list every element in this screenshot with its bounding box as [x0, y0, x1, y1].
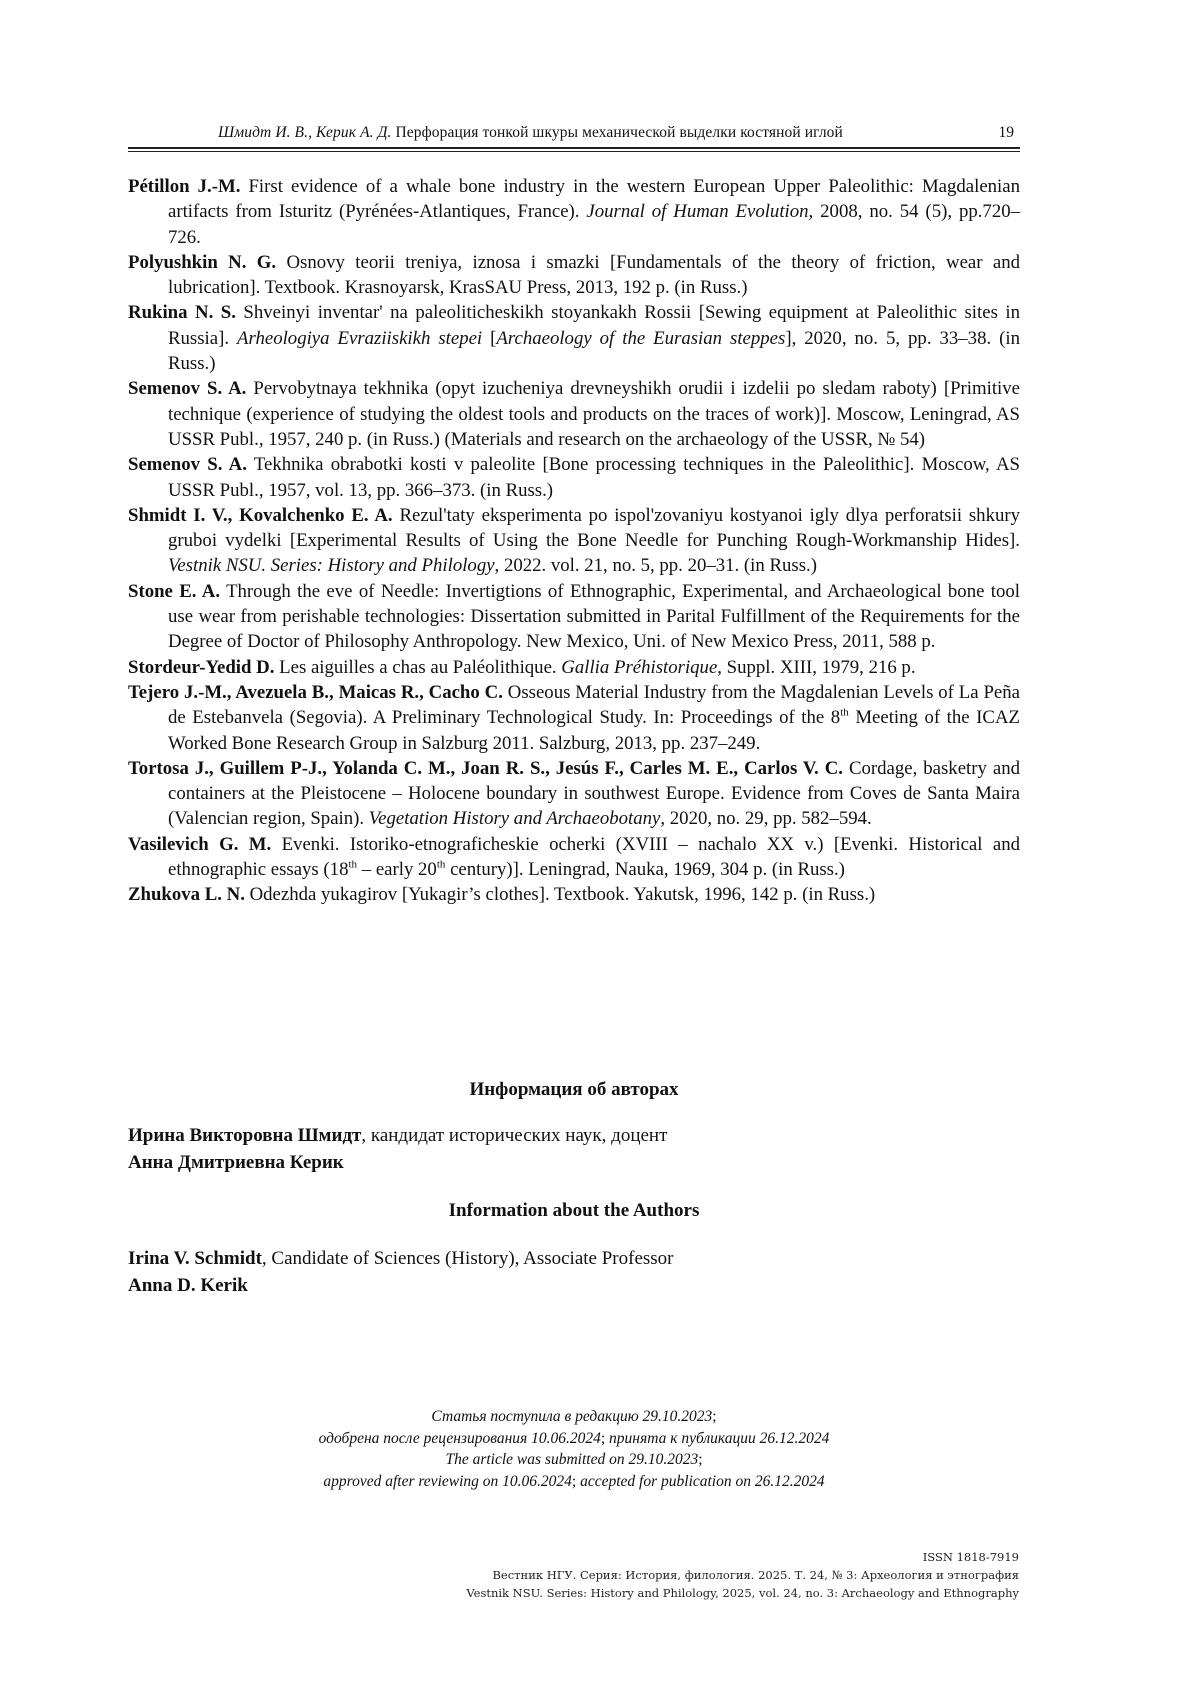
header-article-title: Перфорация тонкой шкуры механической выделки костяной иглой: [396, 124, 843, 141]
reference-text: First evidence of a whale bone industry in the western European Upper Paleolithic: Magdalenian artifacts from Isturitz (Pyrénées-Atlantiques, France).: [168, 176, 1020, 222]
reference-authors: Zhukova L. N.: [128, 884, 245, 905]
footer-journal-ru: Вестник НГУ. Серия: История, филология. 2025. Т. 24, № 3: Археология и этнография: [466, 1566, 1019, 1584]
reference-authors: Shmidt I. V., Kovalchenko E. A.: [128, 505, 393, 526]
reference-authors: Stordeur-Yedid D.: [128, 657, 274, 678]
reference-text: Meeting of the ICAZ Worked Bone Research Group in Salzburg 2011. Salzburg, 2013, pp. 237–249.: [168, 707, 1020, 753]
author-en-1: [128, 1248, 674, 1270]
reference-text: Shveinyi inventar' na paleoliticheskikh stoyankakh Rossii [Sewing equipment at Paleolithic sites in Russia].: [168, 302, 1020, 348]
header-rule: [128, 147, 1020, 149]
reference-authors: Semenov S. A.: [128, 454, 247, 475]
reference-text: Through the eve of Needle: Invertigtions of Ethnographic, Experimental, and Archaeological bone tool use wear from perishable technologies: Dissertation submitted in Parital Fulfillment of the Requirements for the Degree of Doctor of Philosophy Anthropology. New Mexico, Uni. of New Mexico Press, 2011, 588 p.: [168, 581, 1020, 653]
reference-authors: Rukina N. S.: [128, 302, 236, 323]
author-en-1-name: Irina V. Schmidt: [128, 1248, 262, 1269]
reference-text: th: [437, 859, 446, 871]
author-en-2-name: Anna D. Kerik: [128, 1275, 248, 1296]
reference-source: Gallia Préhistorique: [561, 657, 717, 678]
reference-entry: [128, 579, 1020, 655]
dates-line-1: Статья поступила в редакцию 29.10.2023;: [128, 1406, 1020, 1428]
reference-entry: [128, 680, 1020, 756]
date-en-submitted: The article was submitted on 29.10.2023: [445, 1451, 698, 1468]
reference-text: [: [482, 328, 496, 349]
reference-text: , 2020, no. 29, pp. 582–594.: [660, 808, 871, 829]
dates-line-2: одобрена после рецензирования 10.06.2024; принята к публикации 26.12.2024: [128, 1428, 1020, 1450]
running-header: [128, 124, 1020, 146]
reference-entry: [128, 503, 1020, 579]
authors-info-heading-ru: Информация об авторах: [128, 1079, 1020, 1101]
reference-text: th: [348, 859, 357, 871]
author-en-2: [128, 1275, 248, 1297]
reference-entry: [128, 376, 1020, 452]
footer-issn: ISSN 1818-7919: [466, 1548, 1019, 1566]
reference-text: th: [840, 707, 849, 719]
reference-authors: Semenov S. A.: [128, 378, 246, 399]
reference-text: – early 20: [357, 859, 437, 880]
reference-authors: Pétillon J.-M.: [128, 176, 240, 197]
reference-source: Journal of Human Evolution: [586, 201, 808, 222]
reference-text: Les aiguilles a chas au Paléolithique.: [274, 657, 561, 678]
header-authors: Шмидт И. В., Керик А. Д.: [218, 124, 392, 141]
reference-entry: [128, 250, 1020, 301]
article-dates: [128, 1406, 1020, 1492]
reference-entry: [128, 756, 1020, 832]
reference-text: Evenki. Istoriko-etnograficheskie ocherki (XVIII – nachalo XX v.) [Evenki. Historical and ethnographic essays (18: [168, 834, 1020, 880]
reference-text: Odezhda yukagirov [Yukagir’s clothes]. Textbook. Yakutsk, 1996, 142 p. (in Russ.): [245, 884, 875, 905]
reference-source: Arheologiya Evraziiskikh stepei: [237, 328, 482, 349]
reference-text: ], 2020, no. 5, pp. 33–38. (in Russ.): [168, 328, 1020, 374]
reference-text: , Suppl. XIII, 1979, 216 p.: [717, 657, 915, 678]
reference-text: Tekhnika obrabotki kosti v paleolite [Bone processing techniques in the Paleolithic]. Moscow, AS USSR Publ., 1957, vol. 13, pp. 366–373. (in Russ.): [168, 454, 1020, 500]
page-number: 19: [999, 124, 1015, 142]
dates-line-4: approved after reviewing on 10.06.2024; accepted for publication on 26.12.2024: [128, 1471, 1020, 1493]
reference-source: Archaeology of the Eurasian steppes: [496, 328, 785, 349]
reference-entry: [128, 655, 1020, 680]
author-ru-2: [128, 1152, 344, 1174]
reference-text: Pervobytnaya tekhnika (opyt izucheniya drevneyshikh orudii i izdelii po sledam raboty) [Primitive technique (experience of studying the oldest tools and products on the traces of work)]. Moscow, Leningrad, AS USSR Publ., 1957, 240 p. (in Russ.) (Materials and research on the archaeology of the USSR, № 54): [168, 378, 1020, 450]
reference-authors: Tortosa J., Guillem P-J., Yolanda C. M., Joan R. S., Jesús F., Carles M. E., Carlos V. C.: [128, 758, 843, 779]
reference-authors: Vasilevich G. M.: [128, 834, 271, 855]
reference-text: , 2008, no. 54 (5), pp.720–726.: [168, 201, 1020, 247]
reference-text: Osnovy teorii treniya, iznosa i smazki [Fundamentals of the theory of friction, wear and lubrication]. Textbook. Krasnoyarsk, KrasSAU Press, 2013, 192 p. (in Russ.): [168, 252, 1020, 298]
author-en-1-desc: , Candidate of Sciences (History), Associate Professor: [262, 1248, 674, 1269]
reference-list: [128, 174, 1020, 908]
reference-text: Cordage, basketry and containers at the Pleistocene – Holocene boundary in southwest Europe. Evidence from Coves de Santa Maira (Valencian region, Spain).: [168, 758, 1020, 830]
authors-info-heading-en: Information about the Authors: [128, 1200, 1020, 1222]
date-en-approved: approved after reviewing on 10.06.2024: [323, 1473, 572, 1490]
reference-text: Osseous Material Industry from the Magdalenian Levels of La Peña de Estebanvela (Segovia). A Preliminary Technological Study. In: Proceedings of the 8: [168, 682, 1020, 728]
reference-source: Vegetation History and Archaeobotany: [369, 808, 661, 829]
reference-entry: [128, 452, 1020, 503]
date-ru-accepted: принята к публикации 26.12.2024: [609, 1430, 829, 1447]
reference-entry: [128, 832, 1020, 883]
reference-entry: [128, 174, 1020, 250]
author-ru-1: [128, 1125, 667, 1147]
reference-authors: Tejero J.-M., Avezuela B., Maicas R., Cacho C.: [128, 682, 503, 703]
header-rule-thin: [128, 151, 1020, 152]
date-en-accepted: accepted for publication on 26.12.2024: [580, 1473, 825, 1490]
reference-entry: [128, 882, 1020, 907]
reference-text: century)]. Leningrad, Nauka, 1969, 304 p. (in Russ.): [445, 859, 845, 880]
reference-entry: [128, 300, 1020, 376]
reference-text: , 2022. vol. 21, no. 5, pp. 20–31. (in Russ.): [495, 555, 817, 576]
reference-authors: Polyushkin N. G.: [128, 252, 276, 273]
date-ru-submitted: Статья поступила в редакцию 29.10.2023: [431, 1408, 712, 1425]
author-ru-2-name: Анна Дмитриевна Керик: [128, 1152, 344, 1173]
footer-journal-en: Vestnik NSU. Series: History and Philology, 2025, vol. 24, no. 3: Archaeology and Ethnography: [466, 1584, 1019, 1602]
page-footer: [466, 1548, 1019, 1602]
dates-line-3: The article was submitted on 29.10.2023;: [128, 1449, 1020, 1471]
reference-text: Rezul'taty eksperimenta po ispol'zovaniyu kostyanoi igly dlya perforatsii shkury gruboi vydelki [Experimental Results of Using the Bone Needle for Punching Rough-Workmanship Hides].: [168, 505, 1020, 551]
reference-authors: Stone E. A.: [128, 581, 220, 602]
author-ru-1-name: Ирина Викторовна Шмидт: [128, 1125, 361, 1146]
author-ru-1-desc: , кандидат исторических наук, доцент: [361, 1125, 667, 1146]
date-ru-approved: одобрена после рецензирования 10.06.2024: [319, 1430, 601, 1447]
header-title: [218, 124, 843, 142]
reference-source: Vestnik NSU. Series: History and Philology: [168, 555, 495, 576]
